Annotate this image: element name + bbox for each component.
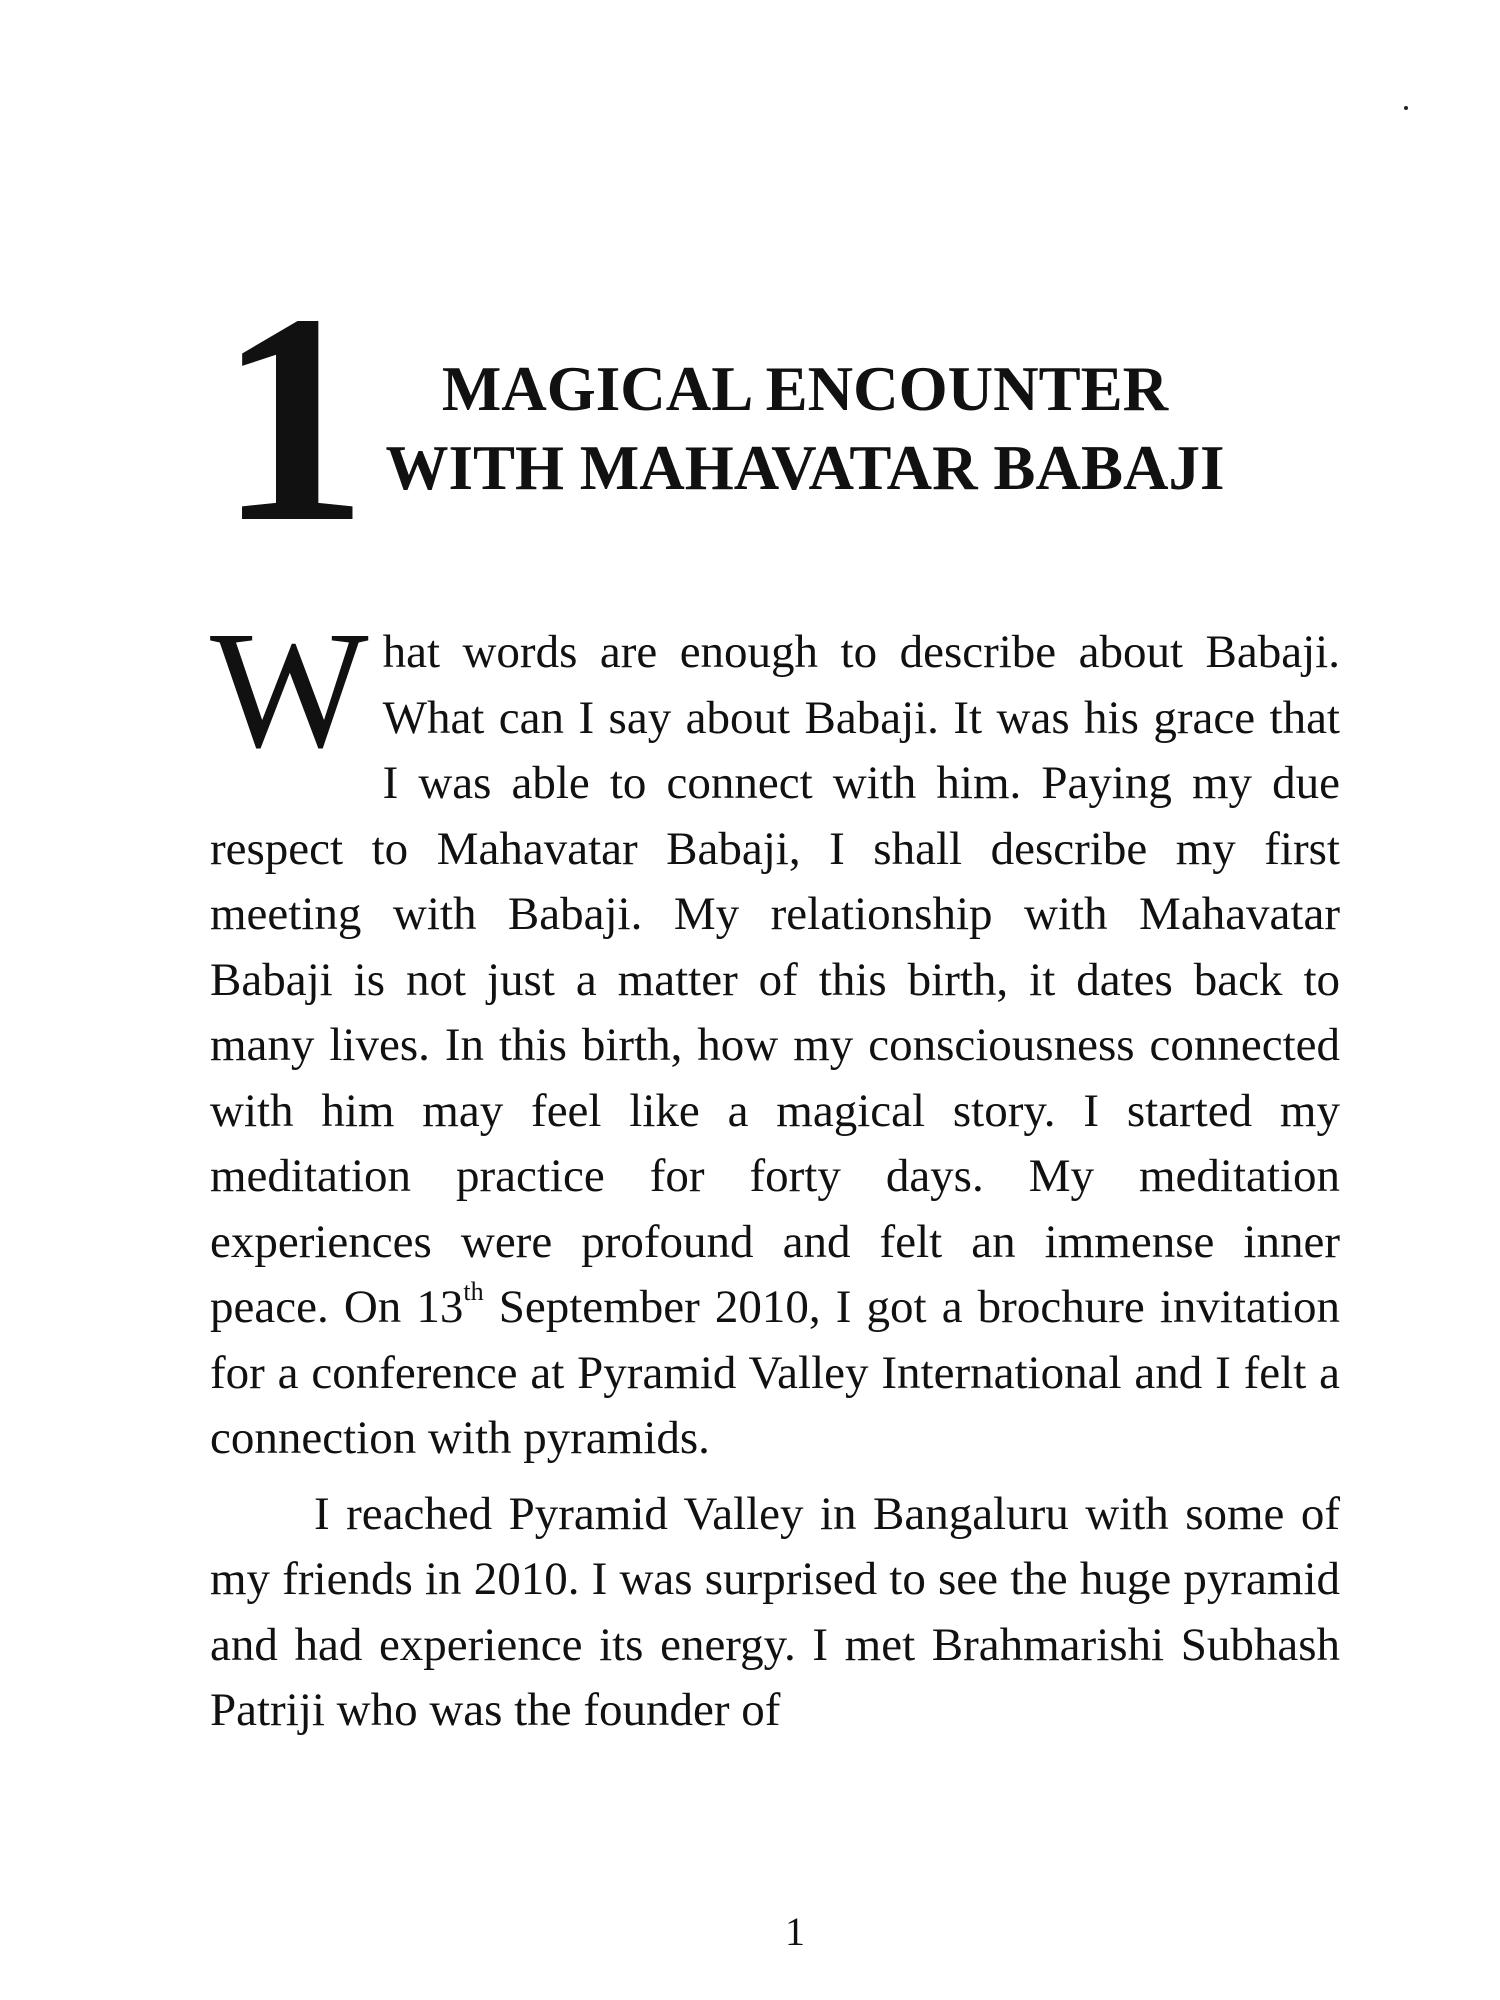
paragraph-2: I reached Pyramid Valley in Bangaluru with some of my friends in 2010. I was surprised to see the huge pyramid and had experience its energy. I met Brahmarishi Subhash Patriji who was the founder of bbox=[210, 1487, 1340, 1736]
chapter-title-line-2: WITH MAHAVATAR BABAJI bbox=[385, 433, 1225, 503]
paragraph-1-text-a: hat words are enough to describe about Babaji. What can I say about Babaji. It was his grace that I was able to connect with him. Paying my due respect to Mahavatar Babaji, I shall describe my first meeting with Babaji. My relationship with Mahavatar Babaji is not just a matter of this birth, it dates back to many lives. In this birth, how my consciousness connected with him may feel like a magical story. I started my meditation practice for forty days. My meditation experiences were profound and felt an immense inner peace. On 13 bbox=[210, 626, 1340, 1333]
ordinal-suffix: th bbox=[463, 1277, 484, 1306]
drop-cap: W bbox=[210, 597, 369, 783]
chapter-title-line-1: MAGICAL ENCOUNTER bbox=[441, 354, 1169, 424]
scan-speck bbox=[1404, 106, 1408, 110]
page-number: 1 bbox=[785, 1909, 805, 1954]
paragraph-1-text-b: September 2010, I got a brochure invitation for a conference at Pyramid Valley International and I felt a connection with pyramids. bbox=[210, 1281, 1340, 1464]
chapter-number: 1 bbox=[218, 252, 364, 584]
body-text bbox=[210, 597, 1340, 1744]
chapter-title bbox=[340, 350, 1270, 508]
paragraph-1 bbox=[210, 597, 1340, 1472]
